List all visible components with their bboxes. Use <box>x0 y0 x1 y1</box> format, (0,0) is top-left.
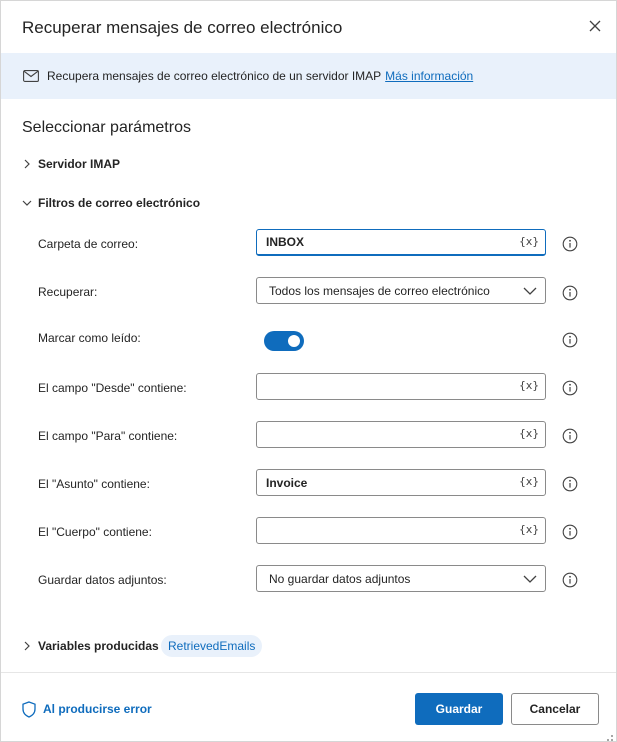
label-adjuntos: Guardar datos adjuntos: <box>38 573 167 587</box>
close-icon[interactable] <box>584 15 606 37</box>
group-filtros[interactable] <box>22 196 200 210</box>
group-label: Filtros de correo electrónico <box>38 196 201 210</box>
label-carpeta: Carpeta de correo: <box>38 237 139 251</box>
adjuntos-value: No guardar datos adjuntos <box>269 571 411 586</box>
variable-picker-icon[interactable]: {x} <box>519 475 539 488</box>
desde-input[interactable] <box>256 373 546 400</box>
chevron-down-icon <box>22 198 32 208</box>
chevron-down-icon <box>523 285 537 297</box>
asunto-value: Invoice <box>266 475 308 490</box>
label-marcar: Marcar como leído: <box>38 331 141 345</box>
variable-picker-icon[interactable]: {x} <box>519 379 539 392</box>
group-label: Servidor IMAP <box>38 157 121 171</box>
label-cuerpo: El "Cuerpo" contiene: <box>38 525 152 539</box>
asunto-input[interactable] <box>256 469 546 496</box>
chevron-right-icon <box>22 159 32 169</box>
cancel-button[interactable]: Cancelar <box>511 693 599 725</box>
group-servidor-imap[interactable] <box>22 157 120 171</box>
on-error-button[interactable] <box>22 700 152 718</box>
info-icon[interactable] <box>562 476 578 492</box>
banner-text: Recupera mensajes de correo electrónico de un servidor IMAP <box>47 69 382 83</box>
info-banner <box>1 53 616 99</box>
more-info-link[interactable]: Más información <box>385 69 474 83</box>
label-recuperar: Recuperar: <box>38 285 98 299</box>
toggle-knob <box>288 335 300 347</box>
chevron-right-icon <box>22 641 32 651</box>
shield-icon <box>22 700 38 718</box>
label-desde: El campo "Desde" contiene: <box>38 381 187 395</box>
info-icon[interactable] <box>562 236 578 252</box>
adjuntos-dropdown[interactable] <box>256 565 546 592</box>
carpeta-input[interactable] <box>256 229 546 256</box>
recuperar-dropdown[interactable] <box>256 277 546 304</box>
label-para: El campo "Para" contiene: <box>38 429 178 443</box>
mail-icon <box>23 69 39 83</box>
group-variables[interactable] <box>22 639 159 653</box>
on-error-label: Al producirse error <box>43 702 152 716</box>
info-icon[interactable] <box>562 285 578 301</box>
variable-picker-icon[interactable]: {x} <box>519 523 539 536</box>
recuperar-value: Todos los mensajes de correo electrónico <box>269 283 490 298</box>
info-icon[interactable] <box>562 524 578 540</box>
label-asunto: El "Asunto" contiene: <box>38 477 150 491</box>
info-icon[interactable] <box>562 428 578 444</box>
variable-picker-icon[interactable]: {x} <box>519 235 539 248</box>
group-label: Variables producidas <box>38 639 159 653</box>
carpeta-value: INBOX <box>266 235 305 249</box>
save-button[interactable]: Guardar <box>415 693 503 725</box>
cuerpo-input[interactable] <box>256 517 546 544</box>
chevron-down-icon <box>523 573 537 585</box>
section-title: Seleccionar parámetros <box>22 119 191 136</box>
info-icon[interactable] <box>562 332 578 348</box>
info-icon[interactable] <box>562 380 578 396</box>
info-icon[interactable] <box>562 572 578 588</box>
dialog-title: Recuperar mensajes de correo electrónico <box>22 18 343 37</box>
footer-divider <box>1 672 616 673</box>
variable-pill[interactable]: RetrievedEmails <box>161 635 262 657</box>
marcar-leido-toggle[interactable] <box>264 331 304 351</box>
variable-picker-icon[interactable]: {x} <box>519 427 539 440</box>
para-input[interactable] <box>256 421 546 448</box>
resize-grip-icon[interactable] <box>604 729 614 739</box>
